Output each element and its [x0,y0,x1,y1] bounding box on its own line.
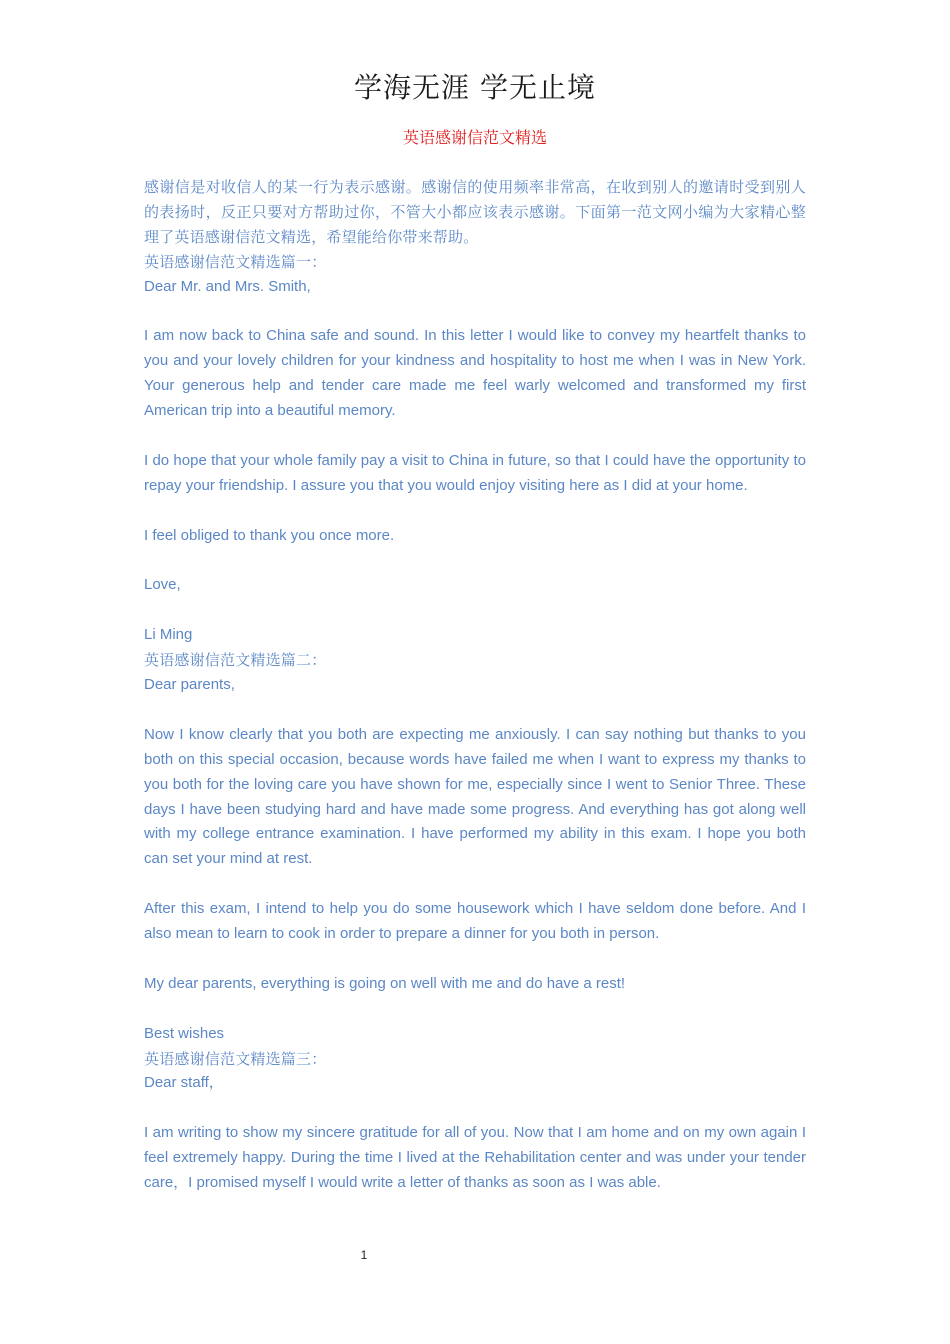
blank-line [144,947,806,972]
blank-line [144,598,806,623]
letter2-paragraph-2: After this exam, I intend to help you do some housework which I have seldom done before. And I also mean to learn to cook in order to prepare a dinner for you both in person. [144,900,806,943]
intro-paragraph: 感谢信是对收信人的某一行为表示感谢。感谢信的使用频率非常高，在收到别人的邀请时受到别人的表扬时，反正只要对方帮助过你，不管大小都应该表示感谢。下面第一范文网小编为大家精心整理了英语感谢信范文精选，希望能给你带来帮助。 [144,178,806,246]
letter3-salutation: Dear staff， [144,1074,224,1092]
blank-line [144,698,806,723]
blank-line [144,872,806,897]
letter2-salutation: Dear parents, [144,676,235,694]
blank-line [144,424,806,449]
letter1-heading: 英语感谢信范文精选篇一： [144,252,327,271]
letter1-closing: Love, [144,576,181,594]
letter2-heading: 英语感谢信范文精选篇二： [144,651,327,670]
letter1-signature: Li Ming [144,626,193,644]
blank-line [144,997,806,1022]
document-title: 英语感谢信范文精选 [402,128,547,147]
page-number: 1 [360,1248,368,1262]
blank-line [144,1096,806,1121]
blank-line [144,300,806,325]
letter2-paragraph-1: Now I know clearly that you both are expecting me anxiously. I can say nothing but thanks to you both on this special occasion, because words have failed me when I want to express my thanks to you both for the loving care you have shown for me, especially since I went to Senior Three. These days I have been studying hard and have made some progress. And everything has got along well with my college entrance examination. I have performed my ability in this exam. I hope you both can set your mind at rest. [144,725,806,868]
letter1-paragraph-3: I feel obliged to thank you once more. [144,526,395,544]
blank-line [144,549,806,574]
letter2-paragraph-3: My dear parents, everything is going on well with me and do have a rest! [144,974,626,992]
letter2-closing: Best wishes [144,1024,225,1042]
letter3-paragraph-1: I am writing to show my sincere gratitude for all of you. Now that I am home and on my own again I feel extremely happy. During the time I lived at the Rehabilitation center and was under your tender care，I promised myself I would write a letter of thanks as soon as I was able. [144,1124,806,1192]
page-header: 学海无涯 学无止境 [354,71,596,104]
blank-line [144,499,806,524]
letter1-paragraph-1: I am now back to China safe and sound. In this letter I would like to convey my heartfelt thanks to you and your lovely children for your kindness and hospitality to host me when I was in New York. Your generous help and tender care made me feel warly welcomed and transformed my first American trip into a beautiful memory. [144,327,806,420]
letter1-salutation: Dear Mr. and Mrs. Smith, [144,277,311,295]
letter1-paragraph-2: I do hope that your whole family pay a visit to China in future, so that I could have the opportunity to repay your friendship. I assure you that you would enjoy visiting here as I did at your home. [144,451,806,494]
letter3-heading: 英语感谢信范文精选篇三： [144,1049,327,1068]
document-body [144,175,806,1196]
